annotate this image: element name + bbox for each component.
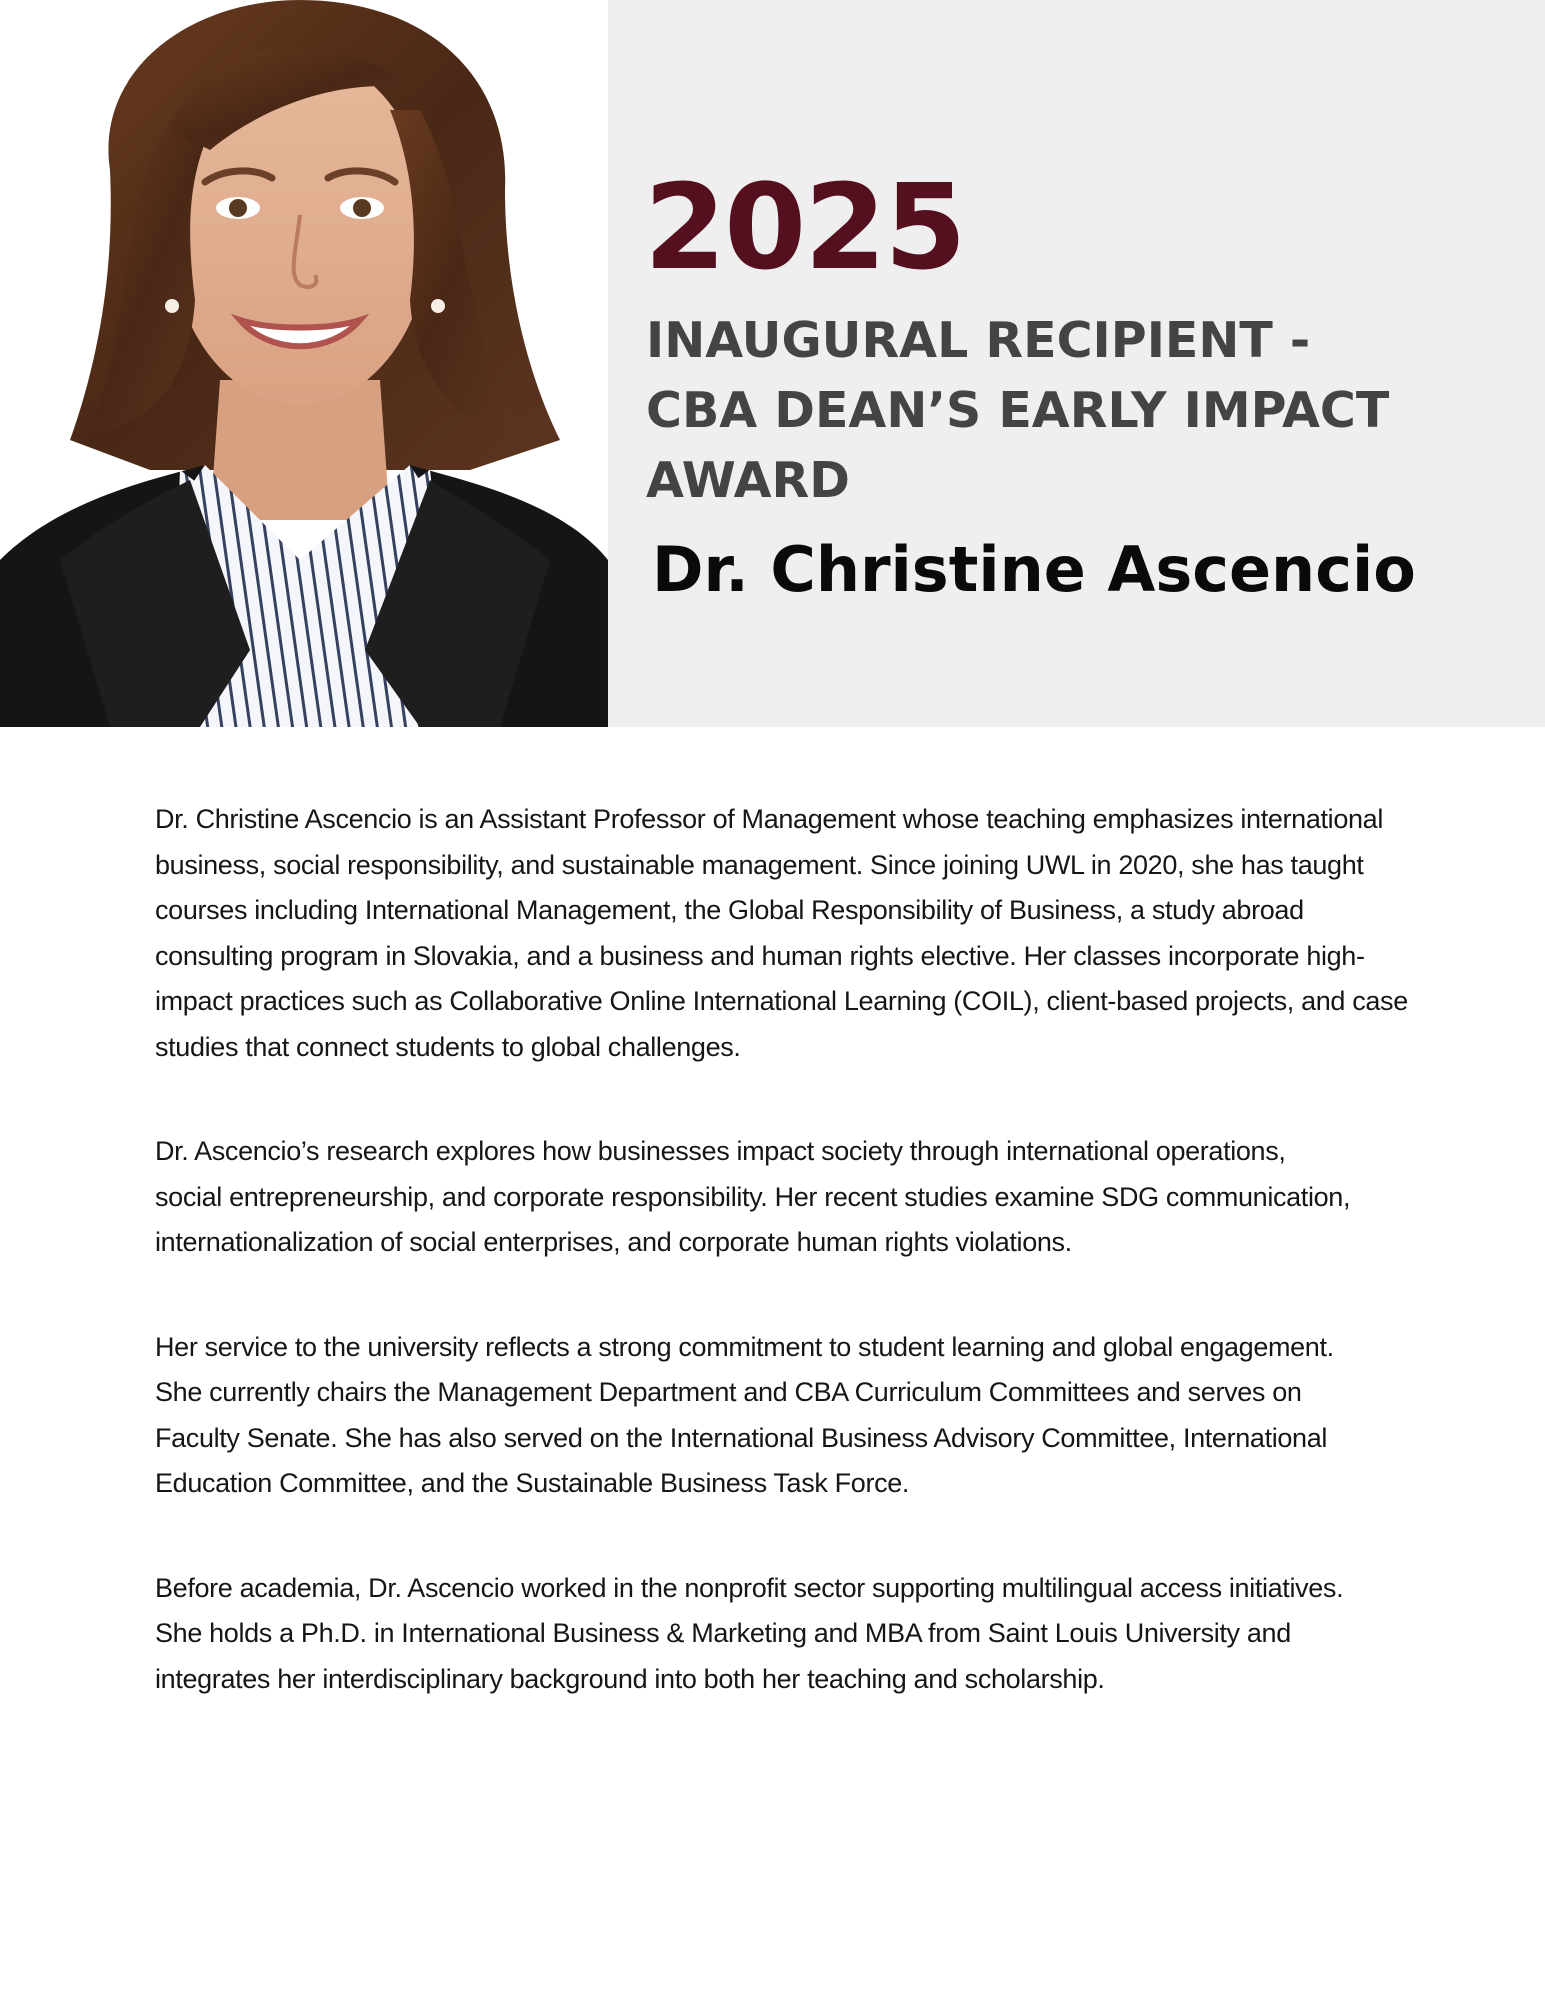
biography xyxy=(155,797,1455,1761)
bio-paragraph-service xyxy=(155,1325,1455,1507)
title-panel xyxy=(608,0,1545,727)
bio-line: Faculty Senate. She has also served on the International Business Advisory Committee, International xyxy=(155,1422,1328,1453)
bio-line: business, social responsibility, and sustainable management. Since joining UWL in 2020, she has taught xyxy=(155,849,1364,880)
bio-paragraph-background xyxy=(155,1566,1455,1703)
bio-line: She holds a Ph.D. in International Business & Marketing and MBA from Saint Louis University and xyxy=(155,1618,1291,1648)
bio-line: Education Committee, and the Sustainable Business Task Force. xyxy=(155,1468,910,1498)
recipient-name: Dr. Christine Ascencio xyxy=(652,533,1416,606)
award-title-line: AWARD xyxy=(646,452,850,509)
award-header xyxy=(0,0,1545,727)
award-year: 2025 xyxy=(644,158,965,296)
bio-paragraph-research xyxy=(155,1129,1455,1266)
bio-line: Her service to the university reflects a strong commitment to student learning and global engagement. xyxy=(155,1331,1334,1362)
bio-line: integrates her interdisciplinary background into both her teaching and scholarship. xyxy=(155,1663,1105,1694)
bio-line: internationalization of social enterprises, and corporate human rights violations. xyxy=(155,1227,1072,1257)
portrait-illustration xyxy=(0,0,608,727)
bio-line: studies that connect students to global challenges. xyxy=(155,1031,741,1062)
bio-line: Dr. Ascencio’s research explores how businesses impact society through international operations, xyxy=(155,1136,1286,1166)
bio-paragraph-teaching xyxy=(155,797,1455,1070)
bio-line: consulting program in Slovakia, and a business and human rights elective. Her classes incorporate high- xyxy=(155,940,1365,971)
bio-line: Dr. Christine Ascencio is an Assistant Professor of Management whose teaching emphasizes international xyxy=(155,804,1383,834)
bio-line: courses including International Management, the Global Responsibility of Business, a study abroad xyxy=(155,895,1304,925)
award-title-line: CBA DEAN’S EARLY IMPACT xyxy=(646,382,1390,439)
portrait-photo xyxy=(0,0,608,727)
bio-line: impact practices such as Collaborative Online International Learning (COIL), client-based projects, and case xyxy=(155,986,1408,1016)
award-title xyxy=(646,306,1506,516)
award-title-line: INAUGURAL RECIPIENT - xyxy=(646,312,1311,369)
bio-line: Before academia, Dr. Ascencio worked in the nonprofit sector supporting multilingual access initiatives. xyxy=(155,1572,1344,1603)
bio-line: She currently chairs the Management Department and CBA Curriculum Committees and serves on xyxy=(155,1377,1302,1407)
bio-line: social entrepreneurship, and corporate responsibility. Her recent studies examine SDG communication, xyxy=(155,1181,1351,1212)
